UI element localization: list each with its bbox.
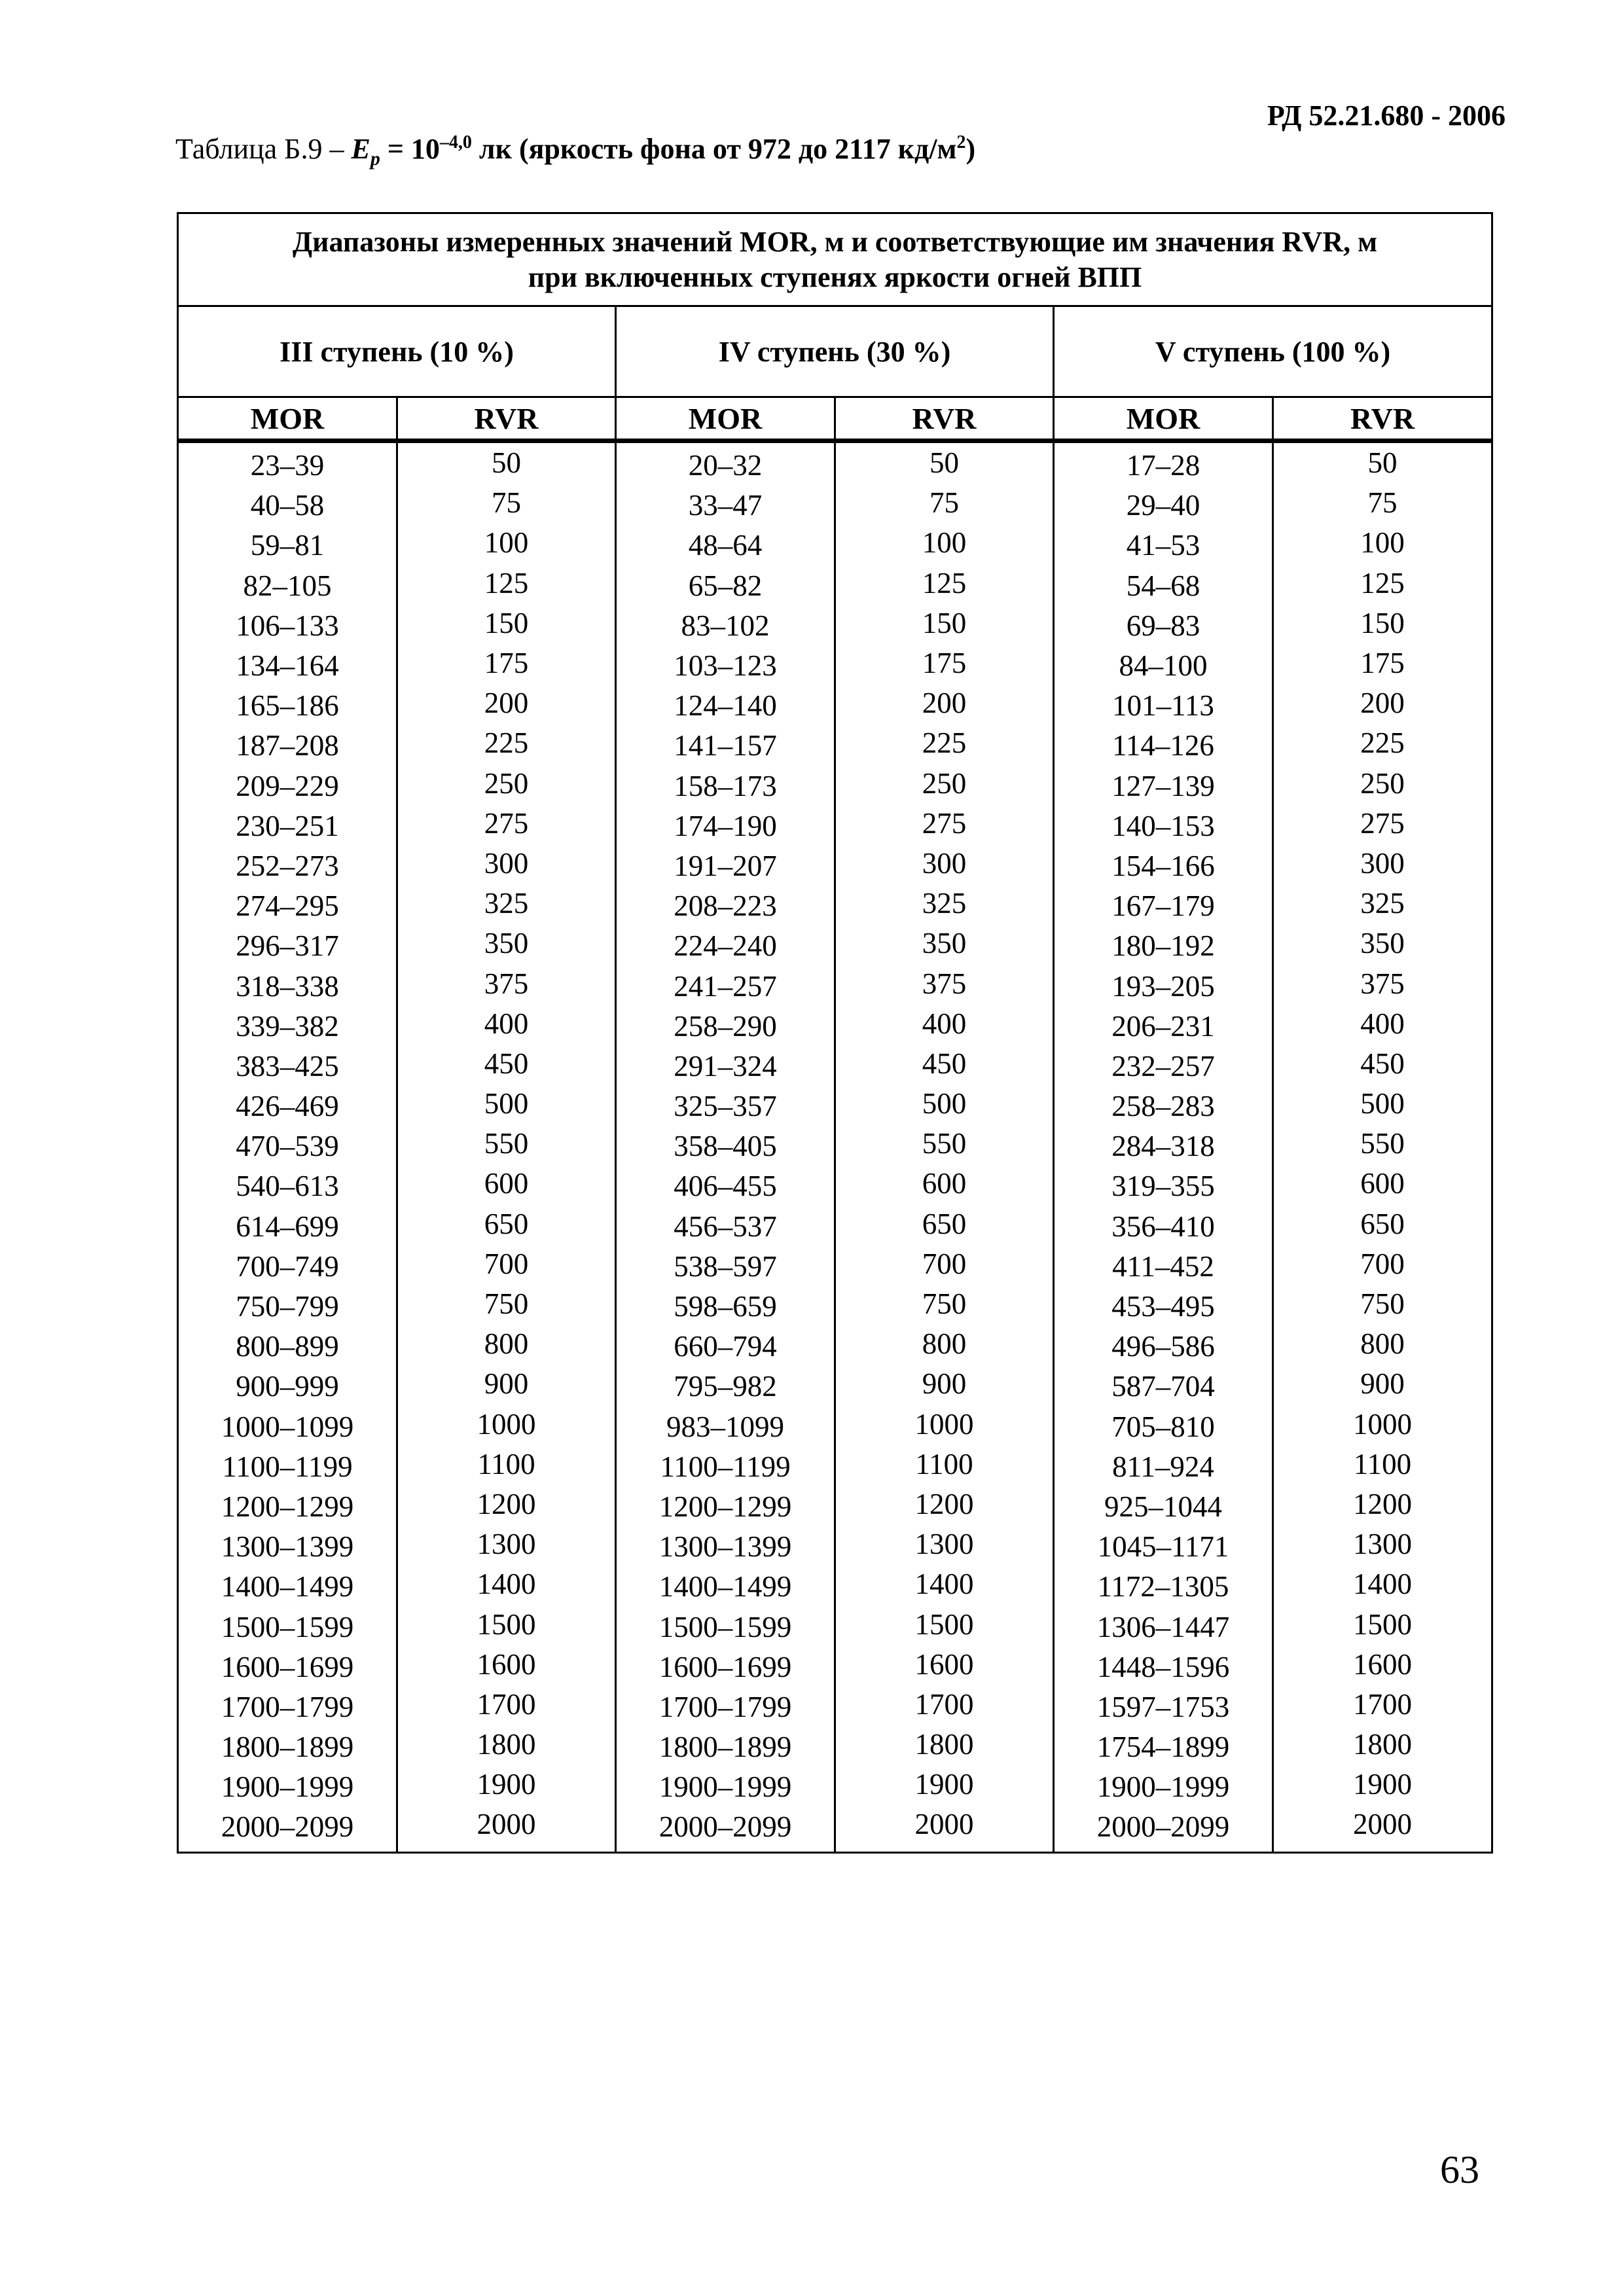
rvr-value-cell: 450 xyxy=(835,1044,1054,1084)
mor-range-cell: 811–924 xyxy=(1054,1447,1273,1487)
mor-range-cell: 358–405 xyxy=(616,1126,835,1166)
mor-range-cell: 496–586 xyxy=(1054,1327,1273,1367)
rvr-value-cell: 125 xyxy=(397,564,616,603)
rvr-value-cell: 550 xyxy=(397,1124,616,1164)
rvr-value-cell: 350 xyxy=(835,924,1054,963)
rvr-value-cell: 350 xyxy=(1273,924,1492,963)
rvr-value-cell: 100 xyxy=(835,523,1054,563)
table-row xyxy=(178,1207,1492,1247)
mor-range-cell: 614–699 xyxy=(178,1207,397,1247)
rvr-value-cell: 50 xyxy=(835,439,1054,484)
rvr-value-cell: 1900 xyxy=(1273,1765,1492,1804)
rvr-value-cell: 1900 xyxy=(835,1765,1054,1804)
mor-range-cell: 356–410 xyxy=(1054,1207,1273,1247)
rvr-value-cell: 75 xyxy=(835,483,1054,523)
mor-range-cell: 700–749 xyxy=(178,1247,397,1287)
mor-range-cell: 41–53 xyxy=(1054,526,1273,565)
mor-range-cell: 1400–1499 xyxy=(178,1567,397,1607)
mor-range-cell: 795–982 xyxy=(616,1367,835,1407)
rvr-value-cell: 125 xyxy=(835,564,1054,603)
rvr-value-cell: 1100 xyxy=(1273,1444,1492,1484)
mor-range-cell: 1200–1299 xyxy=(178,1487,397,1527)
table-row xyxy=(178,1687,1492,1727)
mor-range-cell: 538–597 xyxy=(616,1247,835,1287)
rvr-value-cell: 1000 xyxy=(1273,1405,1492,1444)
rvr-value-cell: 500 xyxy=(835,1084,1054,1124)
mor-range-cell: 83–102 xyxy=(616,606,835,646)
rvr-value-cell: 1200 xyxy=(397,1484,616,1524)
table-row xyxy=(178,1647,1492,1687)
mor-range-cell: 406–455 xyxy=(616,1166,835,1206)
mor-range-cell: 17–28 xyxy=(1054,441,1273,486)
mor-range-cell: 193–205 xyxy=(1054,966,1273,1006)
rvr-value-cell: 550 xyxy=(1273,1124,1492,1164)
rvr-value-cell: 2000 xyxy=(835,1804,1054,1850)
table-row xyxy=(178,1327,1492,1367)
column-header-rvr: RVR xyxy=(835,397,1054,441)
rvr-value-cell: 100 xyxy=(1273,523,1492,563)
rvr-value-cell: 450 xyxy=(1273,1044,1492,1084)
column-header-mor: MOR xyxy=(178,397,397,441)
mor-range-cell: 925–1044 xyxy=(1054,1487,1273,1527)
mor-range-cell: 1172–1305 xyxy=(1054,1567,1273,1607)
mor-range-cell: 101–113 xyxy=(1054,686,1273,726)
rvr-value-cell: 175 xyxy=(1273,643,1492,683)
mor-range-cell: 274–295 xyxy=(178,886,397,926)
mor-range-cell: 1700–1799 xyxy=(616,1687,835,1727)
rvr-value-cell: 325 xyxy=(835,884,1054,924)
rvr-value-cell: 200 xyxy=(1273,683,1492,723)
mor-range-cell: 1000–1099 xyxy=(178,1407,397,1447)
mor-range-cell: 1400–1499 xyxy=(616,1567,835,1607)
mor-range-cell: 84–100 xyxy=(1054,646,1273,686)
mor-range-cell: 319–355 xyxy=(1054,1166,1273,1206)
mor-range-cell: 224–240 xyxy=(616,926,835,966)
mor-range-cell: 241–257 xyxy=(616,966,835,1006)
mor-range-cell: 114–126 xyxy=(1054,726,1273,766)
column-header-mor: MOR xyxy=(616,397,835,441)
rvr-value-cell: 600 xyxy=(1273,1164,1492,1204)
mor-range-cell: 383–425 xyxy=(178,1047,397,1086)
mor-range-cell: 2000–2099 xyxy=(616,1807,835,1852)
document-code: РД 52.21.680 - 2006 xyxy=(1267,99,1506,132)
table-row xyxy=(178,846,1492,886)
rvr-value-cell: 1800 xyxy=(1273,1725,1492,1765)
rvr-value-cell: 250 xyxy=(397,764,616,804)
caption-close: ) xyxy=(965,133,976,165)
rvr-value-cell: 375 xyxy=(397,963,616,1003)
mor-range-cell: 82–105 xyxy=(178,566,397,606)
rvr-value-cell: 275 xyxy=(397,804,616,844)
rvr-value-cell: 150 xyxy=(835,603,1054,643)
rvr-value-cell: 150 xyxy=(397,603,616,643)
rvr-value-cell: 900 xyxy=(1273,1364,1492,1404)
rvr-value-cell: 800 xyxy=(1273,1324,1492,1364)
mor-range-cell: 1045–1171 xyxy=(1054,1527,1273,1567)
mor-range-cell: 1600–1699 xyxy=(616,1647,835,1687)
mor-range-cell: 453–495 xyxy=(1054,1287,1273,1327)
mor-range-cell: 59–81 xyxy=(178,526,397,565)
rvr-value-cell: 1800 xyxy=(397,1725,616,1765)
table-row xyxy=(178,806,1492,846)
caption-background-exponent: 2 xyxy=(956,132,966,152)
mor-range-cell: 48–64 xyxy=(616,526,835,565)
mor-range-cell: 258–290 xyxy=(616,1007,835,1047)
rvr-value-cell: 1300 xyxy=(397,1524,616,1564)
rvr-value-cell: 75 xyxy=(1273,483,1492,523)
rvr-value-cell: 350 xyxy=(397,924,616,963)
table-title-line-2: при включенных ступенях яркости огней ВПП xyxy=(528,260,1142,293)
table-title xyxy=(178,213,1492,306)
mor-range-cell: 140–153 xyxy=(1054,806,1273,846)
mor-range-cell: 20–32 xyxy=(616,441,835,486)
mor-range-cell: 900–999 xyxy=(178,1367,397,1407)
rvr-value-cell: 1700 xyxy=(1273,1685,1492,1725)
mor-range-cell: 1900–1999 xyxy=(1054,1767,1273,1807)
mor-range-cell: 1800–1899 xyxy=(616,1727,835,1767)
rvr-value-cell: 1700 xyxy=(397,1685,616,1725)
rvr-value-cell: 150 xyxy=(1273,603,1492,643)
caption-prefix: Таблица Б.9 – xyxy=(175,133,352,165)
rvr-value-cell: 700 xyxy=(1273,1244,1492,1284)
table-row xyxy=(178,1727,1492,1767)
mor-range-cell: 191–207 xyxy=(616,846,835,886)
table-body xyxy=(178,441,1492,1853)
rvr-value-cell: 1600 xyxy=(835,1645,1054,1685)
rvr-value-cell: 1400 xyxy=(835,1564,1054,1604)
mor-range-cell: 800–899 xyxy=(178,1327,397,1367)
rvr-value-cell: 1300 xyxy=(1273,1524,1492,1564)
rvr-value-cell: 175 xyxy=(835,643,1054,683)
mor-range-cell: 230–251 xyxy=(178,806,397,846)
rvr-value-cell: 1000 xyxy=(835,1405,1054,1444)
rvr-value-cell: 700 xyxy=(835,1244,1054,1284)
rvr-value-cell: 225 xyxy=(397,723,616,763)
mor-range-cell: 1100–1199 xyxy=(178,1447,397,1487)
mor-range-cell: 325–357 xyxy=(616,1086,835,1126)
rvr-value-cell: 225 xyxy=(1273,723,1492,763)
rvr-value-cell: 1500 xyxy=(397,1604,616,1644)
rvr-value-cell: 225 xyxy=(835,723,1054,763)
table-row xyxy=(178,1527,1492,1567)
mor-range-cell: 456–537 xyxy=(616,1207,835,1247)
rvr-value-cell: 1100 xyxy=(397,1444,616,1484)
stage-header-iv: IV ступень (30 %) xyxy=(616,306,1054,397)
mor-range-cell: 1597–1753 xyxy=(1054,1687,1273,1727)
rvr-value-cell: 500 xyxy=(1273,1084,1492,1124)
rvr-value-cell: 650 xyxy=(1273,1204,1492,1244)
mor-range-cell: 1900–1999 xyxy=(178,1767,397,1807)
rvr-value-cell: 175 xyxy=(397,643,616,683)
mor-range-cell: 426–469 xyxy=(178,1086,397,1126)
mor-range-cell: 1500–1599 xyxy=(178,1607,397,1647)
rvr-value-cell: 800 xyxy=(397,1324,616,1364)
mor-range-cell: 1300–1399 xyxy=(616,1527,835,1567)
mor-range-cell: 1900–1999 xyxy=(616,1767,835,1807)
mor-range-cell: 165–186 xyxy=(178,686,397,726)
table-row xyxy=(178,1247,1492,1287)
table-row xyxy=(178,1367,1492,1407)
rvr-value-cell: 1900 xyxy=(397,1765,616,1804)
rvr-value-cell: 900 xyxy=(835,1364,1054,1404)
mor-range-cell: 587–704 xyxy=(1054,1367,1273,1407)
mor-range-cell: 167–179 xyxy=(1054,886,1273,926)
mor-range-cell: 2000–2099 xyxy=(1054,1807,1273,1852)
mor-range-cell: 33–47 xyxy=(616,486,835,526)
rvr-value-cell: 750 xyxy=(835,1284,1054,1324)
rvr-value-cell: 325 xyxy=(1273,884,1492,924)
mor-range-cell: 54–68 xyxy=(1054,566,1273,606)
caption-ep-symbol: E xyxy=(351,133,370,165)
rvr-value-cell: 600 xyxy=(835,1164,1054,1204)
mor-range-cell: 158–173 xyxy=(616,766,835,806)
mor-range-cell: 1600–1699 xyxy=(178,1647,397,1687)
mor-range-cell: 29–40 xyxy=(1054,486,1273,526)
table-row xyxy=(178,1767,1492,1807)
mor-range-cell: 1306–1447 xyxy=(1054,1607,1273,1647)
table-row xyxy=(178,526,1492,565)
table-row xyxy=(178,1287,1492,1327)
mor-range-cell: 1448–1596 xyxy=(1054,1647,1273,1687)
table-row xyxy=(178,1567,1492,1607)
rvr-value-cell: 650 xyxy=(397,1204,616,1244)
rvr-value-cell: 900 xyxy=(397,1364,616,1404)
table-row xyxy=(178,686,1492,726)
table-row xyxy=(178,1407,1492,1447)
mor-range-cell: 206–231 xyxy=(1054,1007,1273,1047)
caption-equals: = 10 xyxy=(380,133,440,165)
mor-range-cell: 154–166 xyxy=(1054,846,1273,886)
rvr-value-cell: 550 xyxy=(835,1124,1054,1164)
rvr-value-cell: 125 xyxy=(1273,564,1492,603)
mor-range-cell: 284–318 xyxy=(1054,1126,1273,1166)
rvr-value-cell: 1600 xyxy=(397,1645,616,1685)
caption-exponent: –4,0 xyxy=(439,132,472,152)
mor-range-cell: 208–223 xyxy=(616,886,835,926)
table-row xyxy=(178,1487,1492,1527)
mor-range-cell: 40–58 xyxy=(178,486,397,526)
rvr-value-cell: 750 xyxy=(1273,1284,1492,1324)
rvr-value-cell: 1800 xyxy=(835,1725,1054,1765)
rvr-value-cell: 800 xyxy=(835,1324,1054,1364)
rvr-value-cell: 2000 xyxy=(1273,1804,1492,1850)
table-row xyxy=(178,486,1492,526)
mor-range-cell: 1700–1799 xyxy=(178,1687,397,1727)
caption-ep-subscript: p xyxy=(370,147,380,170)
rvr-value-cell: 75 xyxy=(397,483,616,523)
table-row xyxy=(178,886,1492,926)
mor-range-cell: 180–192 xyxy=(1054,926,1273,966)
rvr-value-cell: 650 xyxy=(835,1204,1054,1244)
caption-unit: лк xyxy=(471,133,512,165)
mor-range-cell: 106–133 xyxy=(178,606,397,646)
table-row xyxy=(178,646,1492,686)
rvr-value-cell: 325 xyxy=(397,884,616,924)
rvr-value-cell: 275 xyxy=(1273,804,1492,844)
column-header-mor: MOR xyxy=(1054,397,1273,441)
mor-range-cell: 1200–1299 xyxy=(616,1487,835,1527)
mor-range-cell: 2000–2099 xyxy=(178,1807,397,1852)
rvr-value-cell: 375 xyxy=(835,963,1054,1003)
page-number: 63 xyxy=(1440,2148,1479,2191)
rvr-value-cell: 1200 xyxy=(1273,1484,1492,1524)
mor-range-cell: 65–82 xyxy=(616,566,835,606)
caption-background: (яркость фона от 972 до 2117 кд/м xyxy=(511,133,957,165)
mor-range-cell: 103–123 xyxy=(616,646,835,686)
mor-range-cell: 318–338 xyxy=(178,966,397,1006)
table-row xyxy=(178,1166,1492,1206)
mor-range-cell: 134–164 xyxy=(178,646,397,686)
rvr-value-cell: 1500 xyxy=(1273,1604,1492,1644)
rvr-value-cell: 275 xyxy=(835,804,1054,844)
rvr-value-cell: 750 xyxy=(397,1284,616,1324)
rvr-value-cell: 1400 xyxy=(1273,1564,1492,1604)
rvr-value-cell: 1300 xyxy=(835,1524,1054,1564)
table-row xyxy=(178,1607,1492,1647)
mor-range-cell: 1100–1199 xyxy=(616,1447,835,1487)
mor-range-cell: 174–190 xyxy=(616,806,835,846)
mor-range-cell: 252–273 xyxy=(178,846,397,886)
stage-header-v: V ступень (100 %) xyxy=(1054,306,1492,397)
mor-range-cell: 540–613 xyxy=(178,1166,397,1206)
mor-range-cell: 23–39 xyxy=(178,441,397,486)
rvr-value-cell: 1600 xyxy=(1273,1645,1492,1685)
table-row xyxy=(178,566,1492,606)
rvr-value-cell: 100 xyxy=(397,523,616,563)
rvr-value-cell: 300 xyxy=(1273,844,1492,884)
table-row xyxy=(178,1126,1492,1166)
table-row xyxy=(178,1047,1492,1086)
table-row xyxy=(178,1007,1492,1047)
rvr-value-cell: 300 xyxy=(397,844,616,884)
rvr-value-cell: 500 xyxy=(397,1084,616,1124)
mor-range-cell: 470–539 xyxy=(178,1126,397,1166)
mor-range-cell: 127–139 xyxy=(1054,766,1273,806)
rvr-value-cell: 700 xyxy=(397,1244,616,1284)
mor-range-cell: 339–382 xyxy=(178,1007,397,1047)
mor-range-cell: 705–810 xyxy=(1054,1407,1273,1447)
table-row xyxy=(178,441,1492,486)
rvr-value-cell: 600 xyxy=(397,1164,616,1204)
rvr-value-cell: 1000 xyxy=(397,1405,616,1444)
rvr-value-cell: 400 xyxy=(1273,1004,1492,1044)
rvr-value-cell: 50 xyxy=(1273,439,1492,484)
table-row xyxy=(178,726,1492,766)
mor-range-cell: 750–799 xyxy=(178,1287,397,1327)
mor-range-cell: 258–283 xyxy=(1054,1086,1273,1126)
table-row xyxy=(178,1447,1492,1487)
rvr-value-cell: 400 xyxy=(835,1004,1054,1044)
table-row xyxy=(178,1086,1492,1126)
table-row xyxy=(178,1807,1492,1852)
mor-range-cell: 296–317 xyxy=(178,926,397,966)
rvr-value-cell: 400 xyxy=(397,1004,616,1044)
mor-range-cell: 291–324 xyxy=(616,1047,835,1086)
rvr-value-cell: 375 xyxy=(1273,963,1492,1003)
mor-range-cell: 141–157 xyxy=(616,726,835,766)
mor-range-cell: 232–257 xyxy=(1054,1047,1273,1086)
mor-range-cell: 660–794 xyxy=(616,1327,835,1367)
rvr-value-cell: 50 xyxy=(397,439,616,484)
rvr-value-cell: 1400 xyxy=(397,1564,616,1604)
mor-range-cell: 209–229 xyxy=(178,766,397,806)
rvr-value-cell: 1200 xyxy=(835,1484,1054,1524)
rvr-value-cell: 2000 xyxy=(397,1804,616,1850)
rvr-value-cell: 1700 xyxy=(835,1685,1054,1725)
table-row xyxy=(178,966,1492,1006)
mor-range-cell: 187–208 xyxy=(178,726,397,766)
mor-range-cell: 598–659 xyxy=(616,1287,835,1327)
table-title-line-1: Диапазоны измеренных значений MOR, м и соответствующие им значения RVR, м xyxy=(292,225,1378,258)
rvr-value-cell: 1100 xyxy=(835,1444,1054,1484)
table-row xyxy=(178,766,1492,806)
rvr-value-cell: 1500 xyxy=(835,1604,1054,1644)
stage-header-iii: III ступень (10 %) xyxy=(178,306,616,397)
column-header-rvr: RVR xyxy=(397,397,616,441)
mor-range-cell: 1300–1399 xyxy=(178,1527,397,1567)
column-header-rvr: RVR xyxy=(1273,397,1492,441)
table-row xyxy=(178,926,1492,966)
rvr-value-cell: 250 xyxy=(835,764,1054,804)
mor-range-cell: 124–140 xyxy=(616,686,835,726)
rvr-value-cell: 450 xyxy=(397,1044,616,1084)
rvr-value-cell: 250 xyxy=(1273,764,1492,804)
rvr-value-cell: 300 xyxy=(835,844,1054,884)
mor-range-cell: 1800–1899 xyxy=(178,1727,397,1767)
mor-range-cell: 69–83 xyxy=(1054,606,1273,646)
table-row xyxy=(178,606,1492,646)
mor-range-cell: 1500–1599 xyxy=(616,1607,835,1647)
mor-range-cell: 1754–1899 xyxy=(1054,1727,1273,1767)
mor-rvr-table xyxy=(177,212,1493,1854)
rvr-value-cell: 200 xyxy=(397,683,616,723)
mor-range-cell: 983–1099 xyxy=(616,1407,835,1447)
rvr-value-cell: 200 xyxy=(835,683,1054,723)
mor-range-cell: 411–452 xyxy=(1054,1247,1273,1287)
table-caption xyxy=(175,130,975,179)
